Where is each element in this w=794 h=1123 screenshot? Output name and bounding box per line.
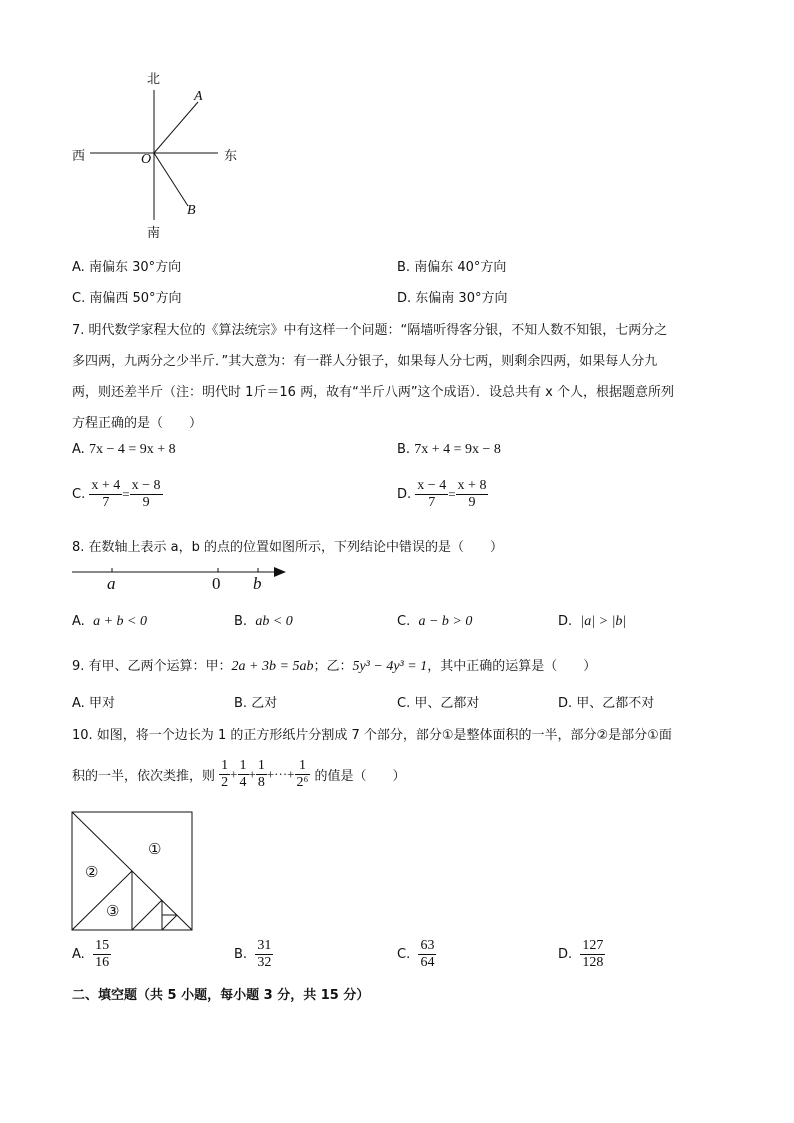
- east-label: 东: [224, 149, 238, 164]
- fraction: [415, 478, 448, 511]
- north-label: 北: [147, 72, 161, 87]
- q10-stem-part: 的值是（ ）: [314, 769, 406, 784]
- numerator: x + 4: [91, 478, 121, 493]
- axis-label-zero: 0: [212, 574, 221, 593]
- option-label: A.: [72, 696, 85, 711]
- fraction: [89, 478, 122, 511]
- denominator: 16: [95, 955, 110, 970]
- numerator: x − 8: [131, 478, 161, 493]
- q10-option-a[interactable]: [72, 938, 111, 971]
- option-label: C.: [397, 947, 411, 962]
- q9-stem-part: 9. 有甲、乙两个运算：甲：: [72, 659, 232, 674]
- numerator: 127: [582, 938, 604, 953]
- q10-stem-line2: 积的一半，依次类推，则 $\frac{1}{2}$ + $\frac{1}{4}$ + $\frac{1}{8}$ +···+ $\frac{1}{\text{2⁶}}$ 的值是（ ）: [72, 758, 406, 790]
- denominator: 128: [582, 955, 604, 970]
- point-b-label: B: [187, 203, 196, 218]
- fraction: [256, 758, 267, 791]
- option-text: a + b < 0: [93, 614, 147, 629]
- option-text: 7x + 4 = 9x − 8: [414, 442, 501, 457]
- option-text: |a| > |b|: [580, 614, 627, 629]
- option-text: 乙对: [251, 696, 278, 711]
- q9-stem: [72, 655, 596, 675]
- part-1-label: ①: [148, 840, 162, 858]
- denominator: 4: [239, 775, 247, 790]
- part-3-label: ③: [106, 902, 120, 920]
- option-text: 南偏西 50°方向: [89, 291, 182, 306]
- west-label: 西: [72, 149, 86, 164]
- option-label: A.: [72, 614, 85, 629]
- denominator: 7: [102, 495, 110, 510]
- option-label: B.: [234, 696, 248, 711]
- q6-option-d[interactable]: [397, 287, 507, 306]
- denominator: 9: [468, 495, 476, 510]
- section-2-heading: 二、填空题（共 5 小题，每小题 3 分，共 15 分）: [72, 988, 370, 1003]
- option-text: 甲、乙都对: [414, 696, 480, 711]
- q8-option-d[interactable]: [558, 614, 626, 630]
- q9-stem-part: ；乙：: [313, 659, 353, 674]
- ray-ob: [154, 153, 188, 206]
- numerator: 1: [257, 758, 265, 773]
- q7-stem-line1: 7. 明代数学家程大位的《算法统宗》中有这样一个问题：“隔墙听得客分银，不知人数不知银，七两分之: [72, 323, 668, 338]
- option-label: B.: [397, 260, 411, 275]
- numerator: x + 8: [457, 478, 487, 493]
- q8-option-c[interactable]: [397, 614, 472, 630]
- q8-option-a[interactable]: [72, 614, 147, 630]
- option-label: D.: [558, 614, 573, 629]
- q7-option-b[interactable]: [397, 442, 501, 458]
- south-label: 南: [147, 226, 161, 241]
- denominator: 9: [142, 495, 150, 510]
- option-text: a − b > 0: [418, 614, 473, 629]
- q7-stem-line4: 方程正确的是（ ）: [72, 416, 203, 431]
- option-label: C.: [397, 696, 411, 711]
- numerator: x − 4: [417, 478, 447, 493]
- q10-option-b[interactable]: [234, 938, 273, 971]
- fraction: [456, 478, 489, 511]
- q9-option-c[interactable]: [397, 692, 479, 711]
- q9-stem-part: ，其中正确的运算是（ ）: [427, 659, 597, 674]
- option-label: B.: [234, 614, 248, 629]
- point-a-label: A: [194, 89, 203, 104]
- numerator: 1: [295, 758, 311, 775]
- axis-label-a: a: [107, 574, 116, 593]
- option-text: 7x − 4 = 9x + 8: [88, 442, 176, 457]
- fraction: [580, 938, 605, 971]
- option-text: 南偏东 30°方向: [88, 260, 182, 275]
- q9-option-d[interactable]: [558, 692, 654, 711]
- q10-stem-line1: 10. 如图，将一个边长为 1 的正方形纸片分割成 7 个部分，部分①是整体面积的一半，部分②是部分①面: [72, 728, 672, 743]
- q10-option-d[interactable]: [558, 938, 605, 971]
- denominator: 2: [221, 775, 229, 790]
- option-text: ab < 0: [255, 614, 293, 629]
- option-label: B.: [234, 947, 248, 962]
- option-label: B.: [397, 442, 411, 457]
- part-2-label: ②: [85, 863, 99, 881]
- divider-4: [132, 900, 162, 930]
- option-text: 南偏东 40°方向: [414, 260, 507, 275]
- fraction: [295, 758, 311, 791]
- denominator: 7: [428, 495, 436, 510]
- option-label: A.: [72, 442, 85, 457]
- denominator: 64: [420, 955, 435, 970]
- ray-oa: [154, 102, 198, 153]
- q9-expression-yi: 5y³ − 4y³ = 1: [352, 659, 428, 674]
- q10-option-c[interactable]: [397, 938, 436, 971]
- q7-stem-line2: 多四两，九两分之少半斤．”其大意为：有一群人分银子，如果每人分七两，则剩余四两，如果每人分九: [72, 354, 658, 369]
- option-label: D.: [397, 487, 412, 502]
- option-label: D.: [558, 696, 573, 711]
- option-label: D.: [397, 291, 412, 306]
- q6-option-b[interactable]: [397, 256, 506, 275]
- fraction: [238, 758, 249, 791]
- fraction: [418, 938, 436, 971]
- axis-label-b: b: [253, 574, 262, 593]
- q8-option-b[interactable]: [234, 614, 293, 630]
- numerator: 1: [239, 758, 247, 773]
- denominator: 8: [257, 775, 265, 790]
- q7-option-c[interactable]: C. $\frac{x + 4}{7}$ = $\frac{x - 8}{9}$: [72, 478, 161, 510]
- origin-label: O: [141, 152, 152, 167]
- q7-stem-line3: 两，则还差半斤（注：明代时 1斤＝16 两，故有“半斤八两”这个成语）．设总共有 x 个人，根据题意所列: [72, 385, 675, 400]
- option-label: C.: [72, 291, 86, 306]
- denominator: 32: [257, 955, 272, 970]
- q6-option-a[interactable]: [72, 256, 181, 275]
- numerator: 63: [420, 938, 435, 953]
- denominator: 2⁶: [296, 775, 309, 790]
- q8-stem: 8. 在数轴上表示 a，b 的点的位置如图所示，下列结论中错误的是（ ）: [72, 540, 504, 555]
- ellipsis: +···+: [266, 766, 295, 782]
- option-label: C.: [397, 614, 411, 629]
- fraction: [93, 938, 111, 971]
- option-text: 东偏南 30°方向: [415, 291, 508, 306]
- q9-option-b[interactable]: [234, 692, 277, 711]
- number-line-arrow: [274, 567, 286, 577]
- fraction: [255, 938, 273, 971]
- numerator: 31: [257, 938, 272, 953]
- numerator: 15: [95, 938, 110, 953]
- option-text: 甲对: [88, 696, 115, 711]
- option-label: D.: [558, 947, 573, 962]
- option-label: A.: [72, 260, 85, 275]
- fraction: [130, 478, 163, 511]
- option-label: A.: [72, 947, 85, 962]
- divider-6: [162, 915, 177, 930]
- option-text: 甲、乙都不对: [576, 696, 655, 711]
- fraction: [219, 758, 230, 791]
- divider-2: [72, 871, 132, 930]
- q6-option-c[interactable]: [72, 287, 182, 306]
- option-label: C.: [72, 487, 86, 502]
- q9-option-a[interactable]: [72, 692, 115, 711]
- q9-expression-jia: 2a + 3b = 5ab: [231, 659, 314, 674]
- q7-option-d[interactable]: D. $\frac{x - 4}{7}$ = $\frac{x + 8}{9}$: [397, 478, 487, 510]
- q7-option-a[interactable]: [72, 442, 176, 458]
- numerator: 1: [221, 758, 229, 773]
- q10-stem-part: 积的一半，依次类推，则: [72, 769, 216, 784]
